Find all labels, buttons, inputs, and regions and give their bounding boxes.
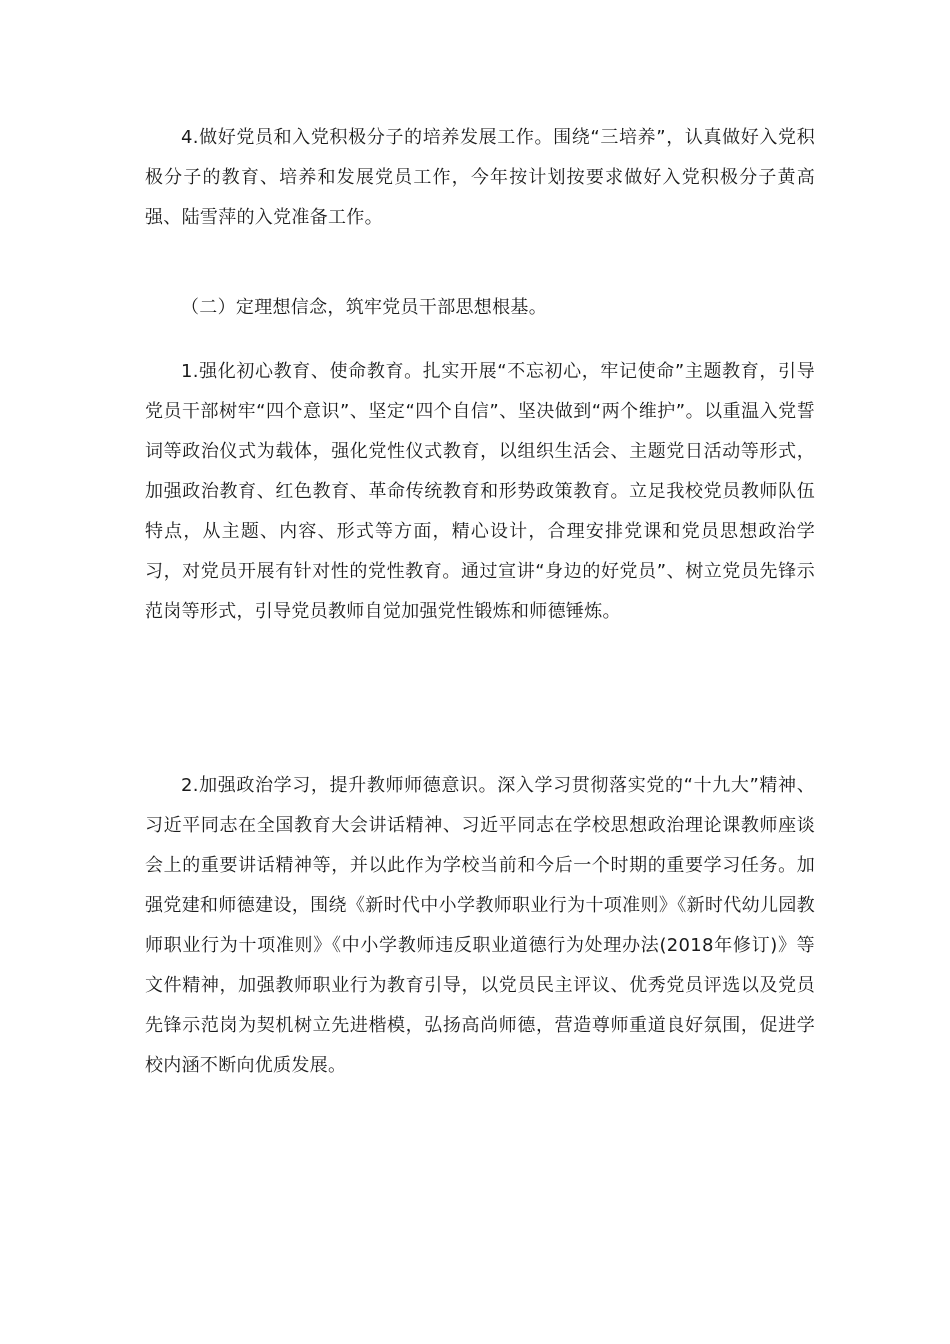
paragraph-original-aspiration-education: 1.强化初心教育、使命教育。扎实开展“不忘初心，牢记使命”主题教育，引导党员干部树牢“四个意识”、坚定“四个自信”、坚决做到“两个维护”。以重温入党誓词等政治仪式为载体，强化党性仪式教育，以组织生活会、主题党日活动等形式，加强政治教育、红色教育、革命传统教育和形势政策教育。立足我校党员教师队伍特点，从主题、内容、形式等方面，精心设计，合理安排党课和党员思想政治学习，对党员开展有针对性的党性教育。通过宣讲“身边的好党员”、树立党员先锋示范岗等形式，引导党员教师自觉加强党性锻炼和师德锤炼。 [145, 361, 815, 622]
paragraph-political-study-ethics: 2.加强政治学习，提升教师师德意识。深入学习贯彻落实党的“十九大”精神、习近平同志在全国教育大会讲话精神、习近平同志在学校思想政治理论课教师座谈会上的重要讲话精神等，并以此作为学校当前和今后一个时期的重要学习任务。加强党建和师德建设，围绕《新时代中小学教师职业行为十项准则》《新时代幼儿园教师职业行为十项准则》《中小学教师违反职业道德行为处理办法(2018年修订)》等文件精神，加强教师职业行为教育引导，以党员民主评议、优秀党员评选以及党员先锋示范岗为契机树立先进楷模，弘扬高尚师德，营造尊师重道良好氛围，促进学校内涵不断向优质发展。 [145, 775, 815, 1076]
paragraph-party-member-development: 4.做好党员和入党积极分子的培养发展工作。围绕“三培养”，认真做好入党积极分子的教育、培养和发展党员工作，今年按计划按要求做好入党积极分子黄高强、陆雪萍的入党准备工作。 [145, 127, 815, 228]
section-heading-ideals-beliefs: （二）定理想信念，筑牢党员干部思想根基。 [181, 297, 547, 318]
